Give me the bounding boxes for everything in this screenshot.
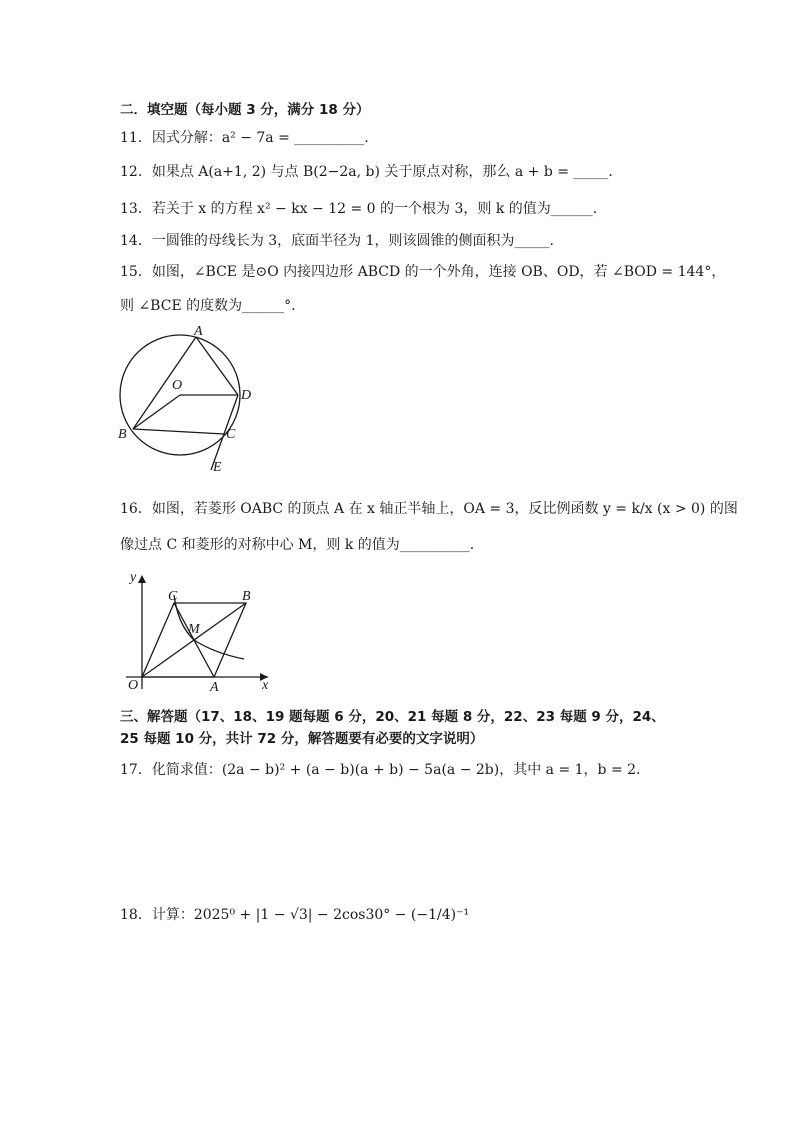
label-a: A xyxy=(210,680,219,695)
question-16-line-2: 像过点 C 和菱形的对称中心 M，则 k 的值为__________. xyxy=(120,537,475,553)
question-14: 14．一圆锥的母线长为 3，底面半径为 1，则该圆锥的侧面积为_____. xyxy=(120,233,554,249)
label-o: O xyxy=(128,678,139,693)
segment-ad xyxy=(196,337,238,395)
question-13: 13．若关于 x 的方程 x² − kx − 12 = 0 的一个根为 3，则 k 的值为______. xyxy=(120,201,598,217)
question-18: 18．计算：2025⁰ + |1 − √3| − 2cos30° − (−1/4)⁻¹ xyxy=(120,907,470,923)
label-y: y xyxy=(130,570,137,585)
segment-ab xyxy=(133,337,196,429)
question-16-line-1: 16．如图，若菱形 OABC 的顶点 A 在 x 轴正半轴上，OA = 3，反比例函数 y = k/x (x > 0) 的图 xyxy=(120,501,738,517)
section-3-title-line-2: 25 每题 10 分，共计 72 分，解答题要有必要的文字说明） xyxy=(120,731,484,747)
question-12: 12．如果点 A(a+1, 2) 与点 B(2−2a, b) 关于原点对称，那么 a + b = _____. xyxy=(120,164,613,180)
label-d: D xyxy=(241,388,252,403)
hyperbola-curve xyxy=(174,595,244,659)
label-b: B xyxy=(118,427,127,442)
label-b: B xyxy=(242,589,251,604)
label-c: C xyxy=(226,427,236,442)
segment-ob xyxy=(133,395,180,429)
label-o: O xyxy=(172,378,183,393)
segment-bc xyxy=(133,429,224,434)
label-e: E xyxy=(213,460,222,475)
figure-15-circle-quadrilateral xyxy=(110,325,270,480)
y-axis-arrow xyxy=(138,575,146,583)
label-x: x xyxy=(262,678,269,693)
section-2-title: 二．填空题（每小题 3 分，满分 18 分） xyxy=(120,102,370,118)
question-11: 11．因式分解：a² − 7a = __________. xyxy=(120,130,369,146)
question-15-line-2: 则 ∠BCE 的度数为______°. xyxy=(120,298,296,314)
question-15-line-1: 15．如图，∠BCE 是⊙O 内接四边形 ABCD 的一个外角，连接 OB、OD，若 ∠BOD = 144°， xyxy=(120,264,726,280)
section-3-title-line-1: 三、解答题（17、18、19 题每题 6 分，20、21 每题 8 分，22、23 每题 9 分，24、 xyxy=(120,709,665,725)
label-c: C xyxy=(168,589,178,604)
question-17: 17．化简求值：(2a − b)² + (a − b)(a + b) − 5a(a − 2b)，其中 a = 1，b = 2. xyxy=(120,762,641,778)
figure-16-rhombus-hyperbola xyxy=(116,565,276,695)
label-a: A xyxy=(194,324,203,339)
label-m: M xyxy=(188,622,200,637)
